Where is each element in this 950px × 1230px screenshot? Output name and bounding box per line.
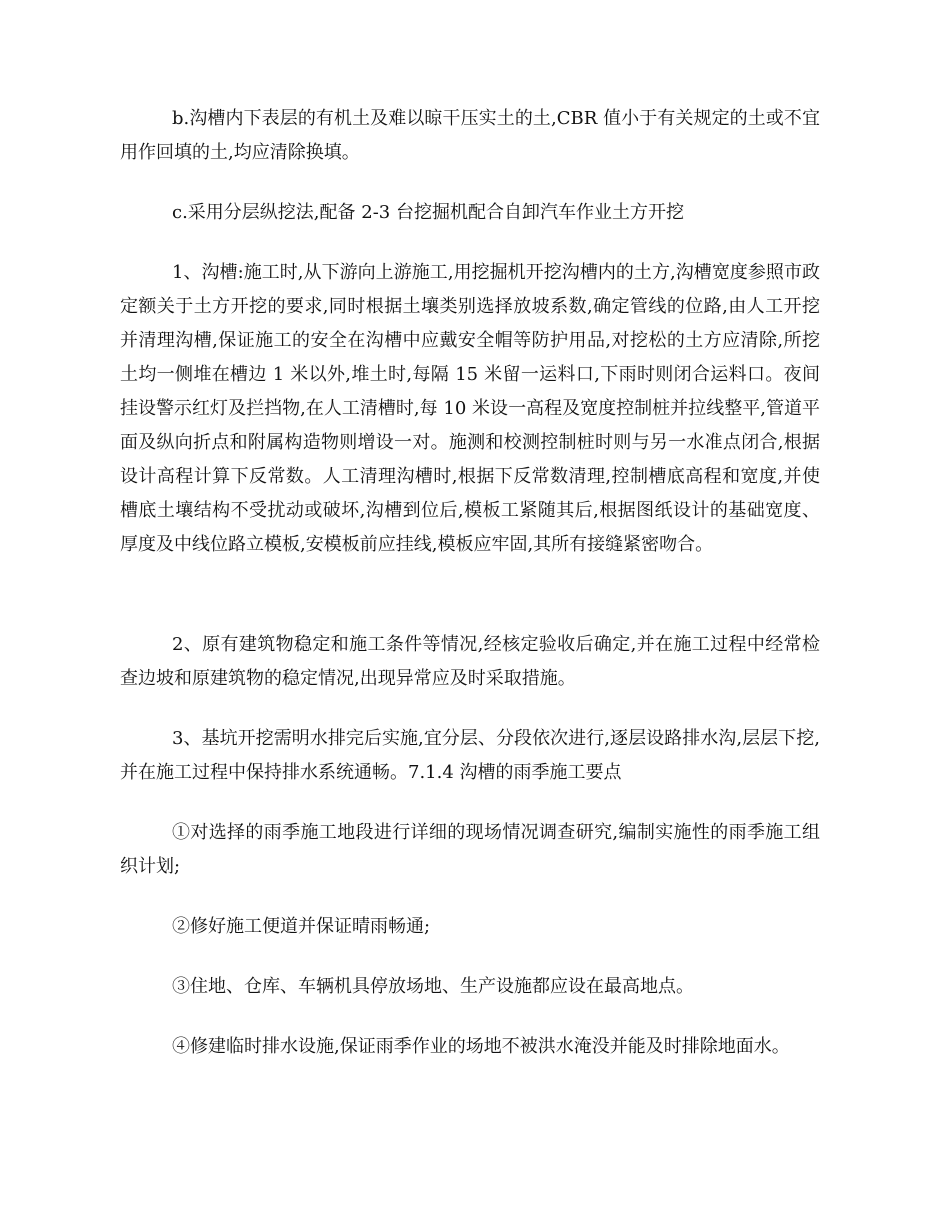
rainy-item-1: ①对选择的雨季施工地段进行详细的现场情况调查研究,编制实施性的雨季施工组织计划; [120,822,820,877]
paragraph-c: c.采用分层纵挖法,配备 2-3 台挖掘机配合自卸汽车作业土方开挖 [172,202,684,223]
paragraph-1-trench: 1、沟槽:施工时,从下游向上游施工,用挖掘机开挖沟槽内的土方,沟槽宽度参照市政定额关于土方开挖的要求,同时根据土壤类别选择放坡系数,确定管线的位路,由人工开挖并清理沟槽,保证施工的安全在沟槽中应戴安全帽等防护用品,对挖松的土方应清除,所挖土均一侧堆在槽边 1 米以外,堆土时,每隔 15 米留一运料口,下雨时则闭合运料口。夜间挂设警示红灯及拦挡物,在人工清槽时,每 10 米设一高程及宽度控制桩并拉线整平,管道平面及纵向折点和附属构造物则增设一对。施测和校测控制桩时则与另一水准点闭合,根据设计高程计算下反常数。人工清理沟槽时,根据下反常数清理,控制槽底高程和宽度,并使槽底土壤结构不受扰动或破坏,沟槽到位后,模板工紧随其后,根据图纸设计的基础宽度、厚度及中线位路立模板,安模板前应挂线,模板应牢固,其所有接缝紧密吻合。 [120,262,820,555]
rainy-item-3: ③住地、仓库、车辆机具停放场地、生产设施都应设在最高地点。 [172,976,694,997]
rainy-item-4: ④修建临时排水设施,保证雨季作业的场地不被洪水淹没并能及时排除地面水。 [172,1036,790,1057]
paragraph-3-excavation: 3、基坑开挖需明水排完后实施,宜分层、分段依次进行,逐层设路排水沟,层层下挖,并在施工过程中保持排水系统通畅。7.1.4 沟槽的雨季施工要点 [120,728,820,783]
rainy-item-2: ②修好施工便道并保证晴雨畅通; [172,916,431,937]
paragraph-b: b.沟槽内下表层的有机土及难以晾干压实土的土,CBR 值小于有关规定的土或不宜用作回填的土,均应清除换填。 [120,108,820,163]
paragraph-2-buildings: 2、原有建筑物稳定和施工条件等情况,经核定验收后确定,并在施工过程中经常检查边坡和原建筑物的稳定情况,出现异常应及时采取措施。 [120,634,820,689]
